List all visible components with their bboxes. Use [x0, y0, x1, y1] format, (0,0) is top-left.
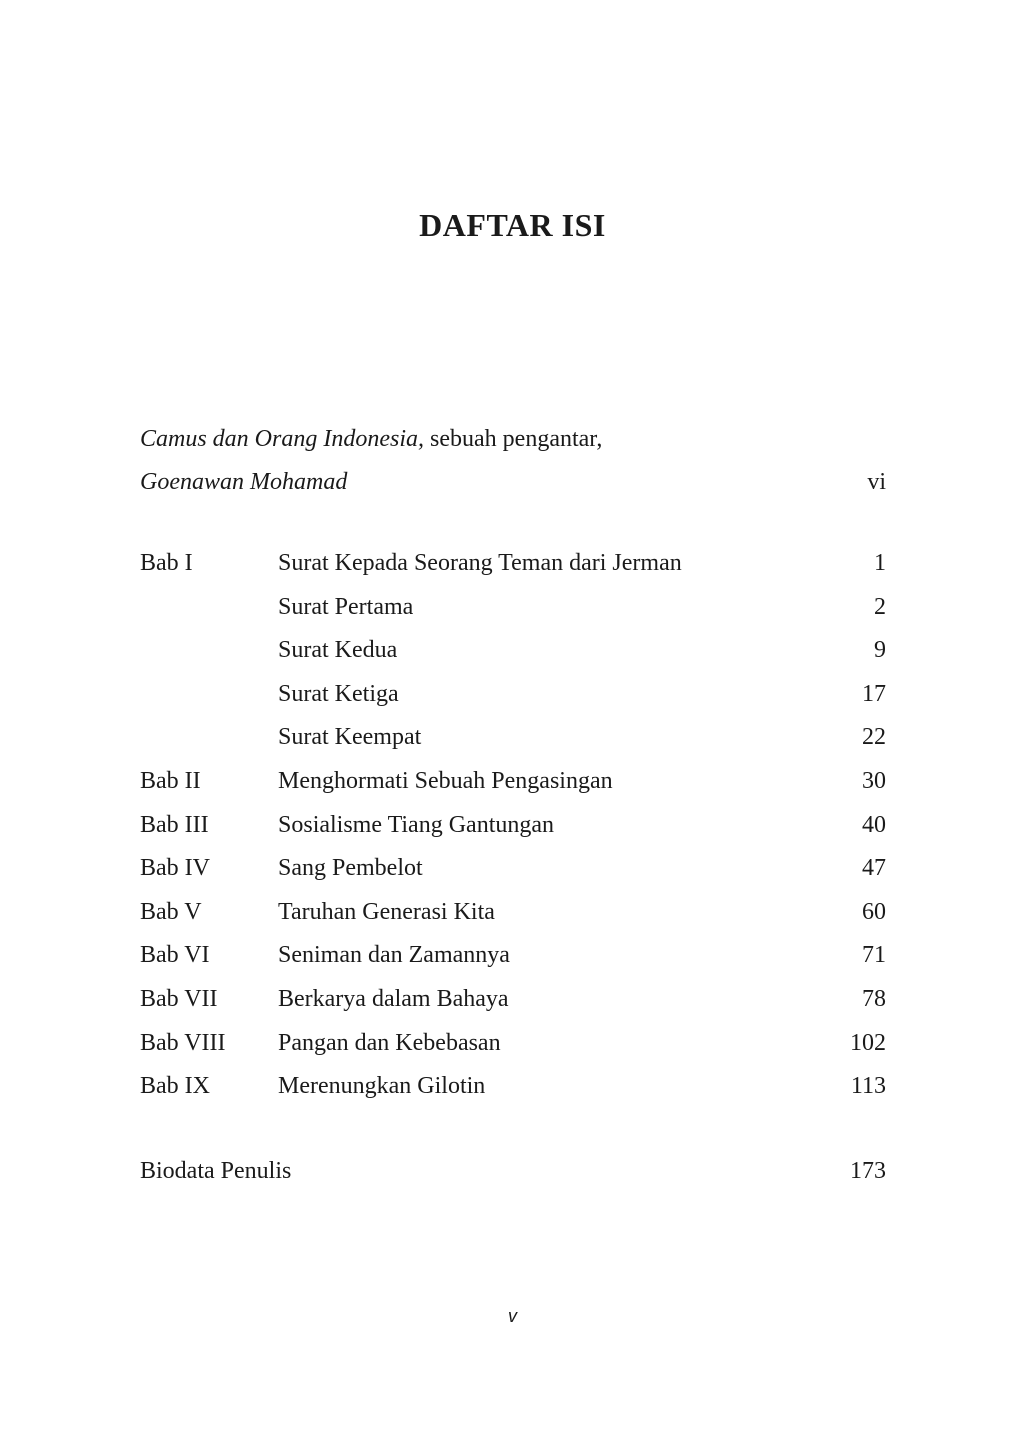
- toc-page: 78: [862, 985, 886, 1012]
- toc-row: [140, 847, 886, 891]
- toc-chapter: Bab V: [140, 898, 202, 925]
- toc-page: 113: [850, 1073, 886, 1100]
- toc-chapter: Bab II: [140, 767, 201, 794]
- toc-row: [140, 978, 886, 1022]
- page-title: DAFTAR ISI: [419, 207, 606, 243]
- intro-page-number: vi: [867, 469, 886, 495]
- toc-row: [140, 542, 886, 586]
- biodata-entry: [140, 1150, 886, 1193]
- toc-chapter: Bab VI: [140, 942, 210, 969]
- toc-title: Sang Pembelot: [278, 855, 423, 882]
- intro-author-line: [140, 461, 886, 504]
- toc-row: [140, 586, 886, 630]
- toc-title: Sosialisme Tiang Gantungan: [278, 811, 555, 838]
- toc-list: [140, 542, 886, 1109]
- toc-row: [140, 629, 886, 673]
- toc-page: 47: [862, 855, 886, 882]
- toc-title: Menghormati Sebuah Pengasingan: [278, 767, 613, 794]
- toc-page: 22: [862, 724, 886, 751]
- toc-title: Berkarya dalam Bahaya: [278, 985, 509, 1012]
- toc-page: 60: [862, 898, 886, 925]
- toc-chapter: Bab I: [140, 550, 193, 576]
- toc-title: Surat Keempat: [278, 724, 422, 751]
- intro-entry: [140, 418, 886, 504]
- toc-title: Seniman dan Zamannya: [278, 942, 510, 969]
- intro-title-italic: Camus dan Orang Indonesia,: [140, 426, 425, 452]
- toc-row: [140, 804, 886, 848]
- toc-chapter: Bab IV: [140, 855, 210, 882]
- toc-page: 102: [850, 1029, 886, 1056]
- toc-page: 2: [874, 593, 886, 620]
- intro-author: Goenawan Mohamad: [140, 469, 348, 495]
- toc-page: 17: [862, 680, 886, 707]
- toc-page: 71: [862, 942, 886, 969]
- toc-title: Merenungkan Gilotin: [278, 1073, 486, 1100]
- toc-title: Surat Ketiga: [278, 680, 399, 707]
- toc-title: Surat Pertama: [278, 593, 414, 620]
- toc-row: [140, 891, 886, 935]
- toc-page: 30: [862, 767, 886, 794]
- intro-title-line: [140, 418, 886, 461]
- biodata-page: 173: [850, 1158, 886, 1184]
- toc-chapter: Bab VIII: [140, 1029, 226, 1056]
- toc-chapter: Bab IX: [140, 1073, 210, 1100]
- toc-title: Pangan dan Kebebasan: [278, 1029, 501, 1056]
- biodata-label: Biodata Penulis: [140, 1158, 292, 1184]
- toc-row: [140, 1022, 886, 1066]
- toc-row: [140, 673, 886, 717]
- intro-title-rest: sebuah pengantar,: [424, 426, 603, 452]
- toc-row: [140, 934, 886, 978]
- toc-row: [140, 760, 886, 804]
- toc-chapter: Bab VII: [140, 985, 218, 1012]
- toc-title: Taruhan Generasi Kita: [278, 898, 495, 925]
- toc-page: 1: [874, 550, 886, 576]
- toc-title: Surat Kedua: [278, 637, 398, 664]
- toc-row: [140, 1065, 886, 1109]
- toc-page: 9: [874, 637, 886, 664]
- toc-row: [140, 716, 886, 760]
- toc-chapter: Bab III: [140, 811, 209, 838]
- toc-title: Surat Kepada Seorang Teman dari Jerman: [278, 550, 682, 576]
- toc-page: 40: [862, 811, 886, 838]
- folio-page-number: v: [508, 1306, 517, 1326]
